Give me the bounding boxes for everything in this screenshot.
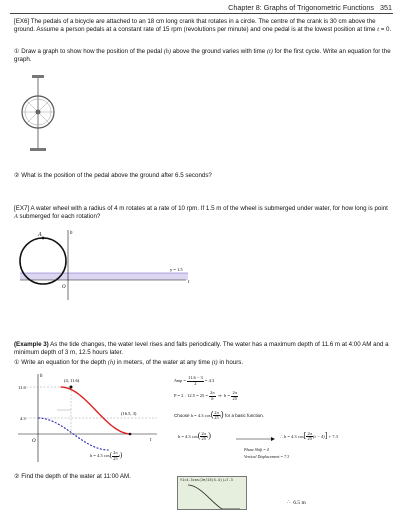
water-wheel-diagram bbox=[10, 226, 200, 306]
basic-curve-label: h = 4.3 cos( $\frac{2\pi}{25}$ t) bbox=[90, 450, 123, 461]
ex3-q2-num: ② bbox=[14, 473, 20, 480]
ex6-text-end: = 0. bbox=[380, 25, 392, 33]
period-frac-den: b bbox=[211, 395, 214, 401]
eq1-text: h = 4.3 cos bbox=[178, 434, 198, 439]
ex6-q1-text2: above the ground varies with time bbox=[172, 48, 266, 55]
end-point-dot bbox=[129, 433, 132, 436]
example3-label: (Example 3) bbox=[14, 341, 49, 348]
ex7-label: [EX7] bbox=[14, 205, 30, 212]
y-tick-11-6: 11.6 bbox=[18, 385, 26, 390]
period-text: P = 2 · 12.5 = 25 = bbox=[174, 393, 208, 399]
amp-label: Amp bbox=[174, 378, 183, 384]
ex3-q1-num: ① bbox=[14, 359, 20, 366]
choose-word: Choose bbox=[174, 413, 190, 418]
eq2-post: + 7.3 bbox=[328, 434, 338, 439]
phase-shift-note: Phase Shift = 4 bbox=[244, 447, 269, 452]
ex7-text-end: submerged for each rotation? bbox=[19, 212, 101, 220]
page-number: 351 bbox=[380, 3, 392, 12]
choose-den: 25 bbox=[214, 415, 219, 421]
ex6-question-2 bbox=[14, 172, 392, 180]
example3-text: As the tide changes, the water level rises and falls periodically. The water has a maximum depth of 11.6 m at 4:00 AM and a minimum depth of 3 m, 12.5 hours later. bbox=[14, 341, 389, 356]
example3-question-1 bbox=[14, 359, 392, 367]
graph-t-label: t bbox=[150, 438, 152, 443]
vertical-displacement-note: Vertical Displacement = 7.3 bbox=[244, 454, 290, 459]
ex6-q1-num: ① bbox=[14, 48, 20, 55]
ex6-q1-text: Draw a graph to show how the position of the pedal bbox=[21, 48, 162, 55]
ex6-q1-var2: (t) bbox=[266, 48, 273, 55]
water-line-label: y = 1.5 bbox=[170, 267, 183, 272]
period-frac-num: 2π bbox=[210, 390, 215, 395]
eq2-paren: (t − 4) bbox=[313, 434, 325, 439]
answer-value: 6.5 m bbox=[293, 500, 306, 506]
eq1-var: t bbox=[207, 434, 209, 439]
eq1-num: 2π bbox=[201, 430, 206, 436]
curve-label-var: t bbox=[118, 453, 120, 459]
water-band bbox=[20, 273, 188, 280]
amplitude-work: Amp = $\frac{11.6 - 3}{2}$ = 4.3 bbox=[174, 375, 215, 386]
final-equation: ∴ h = 4.3 cos[ $\frac{2\pi}{25}$ (t − 4)] + 7.3 bbox=[280, 430, 338, 442]
bicycle-crank-illustration bbox=[18, 72, 58, 156]
ex6-question-1 bbox=[14, 48, 392, 64]
point-a-label: A bbox=[38, 232, 42, 238]
max-point-dot bbox=[70, 386, 73, 389]
ex3-q1-text: Write an equation for the depth bbox=[21, 359, 107, 366]
amp-den: 2 bbox=[194, 380, 197, 386]
ex3-q1-var: (h) bbox=[107, 359, 116, 366]
amp-result: = 4.3 bbox=[204, 378, 215, 384]
ex6-text: The pedals of a bicycle are attached to an 18 cm long crank that rotates in a circle. The centre of the crank is 30 cm above the ground. Assume a person pedals at a constant rate of 15 rpm (revolutions per minute) and one pedal is at the lowest position at time bbox=[14, 18, 376, 33]
period-b-num: 2π bbox=[232, 390, 237, 395]
ex7-point-var: A bbox=[14, 212, 18, 220]
therefore-symbol: ∴ bbox=[280, 434, 283, 439]
ex3-q1-text2: in meters, of the water at any time bbox=[116, 359, 211, 366]
calculator-equation: Y1=4.3cos(2π/25(X-4))+7.3 bbox=[180, 478, 233, 482]
eq2-den: 25 bbox=[307, 436, 312, 442]
curve-label-num: 2π bbox=[113, 450, 118, 455]
t-axis-label: t bbox=[188, 280, 190, 285]
calculator-graph bbox=[178, 483, 247, 510]
answer-therefore: ∴ bbox=[287, 500, 291, 506]
eq2-num: 2π bbox=[307, 430, 312, 436]
amp-num: 11.6 − 3 bbox=[188, 375, 203, 380]
transform-arrow bbox=[235, 436, 275, 442]
eq2-text: h = 4.3 cos bbox=[284, 434, 304, 439]
ex3-q2-text: Find the depth of the water at 11:00 AM. bbox=[21, 473, 131, 480]
period-b-den: 25 bbox=[232, 395, 237, 401]
example3-statement bbox=[14, 341, 392, 357]
ex3-q1-text3: in hours. bbox=[219, 359, 244, 366]
ex3-q1-var2: (t) bbox=[211, 359, 218, 366]
ex7-text: A water wheel with a radius of 4 m rotates at a rate of 10 rpm. If 1.5 m of the wheel is submerged under water, for how long is point bbox=[30, 205, 388, 212]
y-tick-4-3: 4.3 bbox=[20, 416, 26, 421]
choose-fn: h = 4.3 cos bbox=[190, 413, 211, 418]
point-a-dot bbox=[42, 237, 45, 240]
ex6-q2-text: What is the position of the pedal above the ground after 6.5 seconds? bbox=[21, 172, 212, 179]
ex7-statement bbox=[14, 205, 392, 221]
max-point-label: (4, 11.6) bbox=[64, 378, 80, 383]
graph-origin-label: O bbox=[32, 439, 36, 444]
period-work bbox=[174, 391, 238, 401]
ex6-time-var: t bbox=[377, 25, 379, 33]
period-arrow: ⇒ bbox=[217, 393, 222, 399]
basic-equation: h = 4.3 cos( $\frac{2\pi}{25}$ t) bbox=[178, 430, 211, 442]
curve-label-text: h = 4.3 cos bbox=[90, 453, 110, 459]
origin-label: O bbox=[62, 285, 66, 290]
choose-function-line: Choose h = 4.3 cos( $\frac{2\pi}{25}$ t) for a basic function. bbox=[174, 409, 265, 421]
header-rule bbox=[10, 13, 393, 14]
choose-var: t bbox=[219, 413, 222, 418]
graph-h-label: h bbox=[40, 374, 43, 379]
choose-post: for a basic function. bbox=[224, 413, 265, 418]
eq1-den: 25 bbox=[201, 436, 206, 442]
period-b: b = bbox=[223, 393, 231, 399]
calculator-screen bbox=[177, 476, 247, 510]
h-axis-label: h bbox=[70, 231, 73, 236]
page-header bbox=[228, 3, 392, 12]
tide-graph bbox=[12, 370, 160, 468]
choose-num: 2π bbox=[214, 409, 219, 415]
ex6-q2-num: ② bbox=[14, 172, 20, 179]
ex6-label: [EX6] bbox=[14, 18, 30, 25]
chapter-title: Chapter 8: Graphs of Trigonometric Functions bbox=[228, 3, 374, 12]
ex6-statement bbox=[14, 18, 392, 34]
curve-label-den: 25 bbox=[113, 455, 118, 461]
answer-line bbox=[287, 500, 306, 507]
end-point-label: (16.5, 3) bbox=[121, 411, 137, 416]
ex6-q1-text3: for the first cycle. Write an equation for the graph. bbox=[14, 48, 391, 63]
ex6-q1-var: (h) bbox=[163, 48, 171, 55]
